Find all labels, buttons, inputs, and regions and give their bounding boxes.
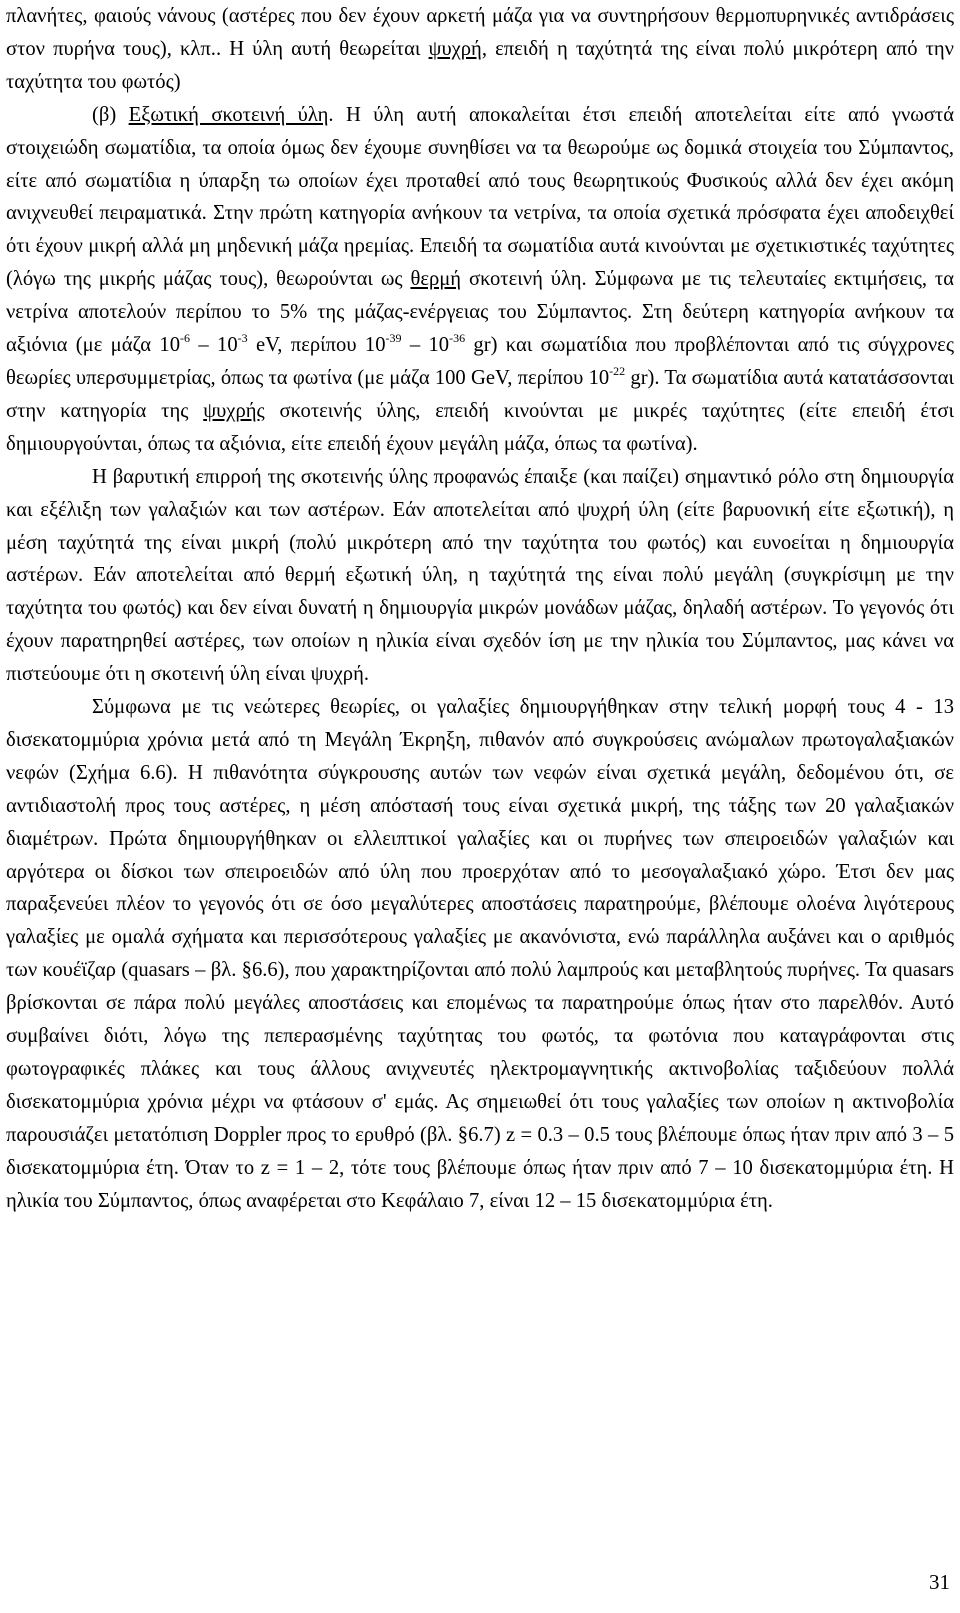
superscript-exponent: -36 xyxy=(449,331,466,346)
text-run: σκοτεινή ύλη. Σύμφωνα με τις τελευταίες εκτιμήσεις, τα νετρίνα αποτελούν περίπου το 5% της μάζας-ενέργειας του Σύμπαντος. Στη δεύτερη κατηγορία ανήκουν τα αξιόνια (με μάζα 10 xyxy=(6,268,954,357)
document-page xyxy=(6,0,954,1218)
superscript-exponent: -22 xyxy=(609,363,626,378)
superscript-exponent: -6 xyxy=(180,331,191,346)
text-run: Η βαρυτική επιρροή της σκοτεινής ύλης προφανώς έπαιξε (και παίζει) σημαντικό ρόλο στη δημιουργία και εξέλιξη των γαλαξιών και των αστέρων. Εάν αποτελείται από ψυχρή ύλη (είτε βαρυονική είτε εξωτική), η μέση ταχύτητά της είναι μικρή (πολύ μικρότερη από την ταχύτητα του φωτός) και ευνοείται η δημιουργία αστέρων. Εάν αποτελείται από θερμή εξωτική ύλη, η ταχύτητά της είναι πολύ μεγάλη (συγκρίσιμη με την ταχύτητα του φωτός) και δεν είναι δυνατή η δημιουργία μικρών μονάδων μάζας, δηλαδή αστέρων. Το γεγονός ότι έχουν παρατηρηθεί αστέρες, των οποίων η ηλικία είναι σχεδόν ίση με την ηλικία του Σύμπαντος, μας κάνει να πιστεύουμε ότι η σκοτεινή ύλη είναι ψυχρή. xyxy=(6,465,954,686)
paragraph-4 xyxy=(6,691,954,1218)
page-number: 31 xyxy=(929,1570,950,1594)
paragraph-1 xyxy=(6,0,954,99)
underlined-term: ψυχρή xyxy=(428,37,482,60)
text-run: (β) xyxy=(92,103,129,126)
text-run: . Η ύλη αυτή αποκαλείται έτσι επειδή αποτελείται είτε από γνωστά στοιχειώδη σωματίδια, τα οποία όμως δεν έχουμε συνηθίσει να τα θεωρούμε ως δομικά στοιχεία του Σύμπαντος, είτε από σωματίδια η ύπαρξη τω οποίων έχει προταθεί από τους θεωρητικούς Φυσικούς αλλά δεν έχει ακόμη ανιχνευθεί πειραματικά. Στην πρώτη κατηγορία ανήκουν τα νετρίνα, τα οποία σχετικά πρόσφατα έχει αποδειχθεί ότι έχουν μικρή αλλά μη μηδενική μάζα ηρεμίας. Επειδή τα σωματίδια αυτά κινούνται με σχετικιστικές ταχύτητες (λόγω της μικρής μάζας τους), θεωρούνται ως xyxy=(6,103,955,291)
underlined-term: θερμή xyxy=(410,268,462,291)
text-run: , επειδή η ταχύτητά της είναι πολύ μικρότερη από την ταχύτητα του φωτός) xyxy=(6,37,954,93)
text-run: – 10 xyxy=(401,334,450,357)
paragraph-2 xyxy=(6,99,954,461)
text-run: πλανήτες, φαιούς νάνους (αστέρες που δεν έχουν αρκετή μάζα για να συντηρήσουν θερμοπυρηνικές αντιδράσεις στον πυρήνα τους), κλπ.. Η ύλη αυτή θεωρείται xyxy=(6,5,954,60)
text-run: σκοτεινής ύλης, επειδή κινούνται με μικρές ταχύτητες (είτε επειδή έτσι δημιουργούνται, όπως τα αξιόνια, είτε επειδή έχουν μεγάλη μάζα, όπως τα φωτίνα). xyxy=(6,399,954,455)
superscript-exponent: -39 xyxy=(385,331,402,346)
superscript-exponent: -3 xyxy=(237,331,248,346)
text-run: gr). Τα σωματίδια αυτά κατατάσσονται στην κατηγορία της xyxy=(6,366,955,422)
text-run: Σύμφωνα με τις νεώτερες θεωρίες, οι γαλαξίες δημιουργήθηκαν στην τελική μορφή τους 4 - 13 δισεκατομμύρια χρόνια μετά από τη Μεγάλη Έκρηξη, πιθανόν από συγκρούσεις ανώμαλων πρωτογαλαξιακών νεφών (Σχήμα 6.6). Η πιθανότητα σύγκρουσης αυτών των νεφών είναι σχετικά μεγάλη, δεδομένου ότι, σε αντιδιαστολή προς τους αστέρες, η μέση απόστασή τους είναι σχετικά μικρή, της τάξης των 20 γαλαξιακών διαμέτρων. Πρώτα δημιουργήθηκαν οι ελλειπτικοί γαλαξίες και οι πυρήνες των σπειροειδών γαλαξιών και αργότερα οι δίσκοι των σπειροειδών από ύλη που προερχόταν από το μεσογαλαξιακό χώρο. Έτσι δεν μας παραξενεύει πλέον το γεγονός ότι σε όσο μεγαλύτερες αποστάσεις παρατηρούμε, βλέπουμε ολοένα λιγότερους γαλαξίες με ομαλά σχήματα και περισσότερους γαλαξίες με ακανόνιστα, ενώ παράλληλα αυξάνει και ο αριθμός των κουέϊζαρ (quasars – βλ. §6.6), που χαρακτηρίζονται από πολύ λαμπρούς και μεταβλητούς πυρήνες. Τα quasars βρίσκονται σε πάρα πολύ μεγάλες αποστάσεις και επομένως τα παρατηρούμε όπως ήταν στο παρελθόν. Αυτό συμβαίνει διότι, λόγω της πεπερασμένης ταχύτητας του φωτός, τα φωτόνια που καταγράφονται στις φωτογραφικές πλάκες και τους άλλους ανιχνευτές ηλεκτρομαγνητικής ακτινοβολίας ταξιδεύουν πολλά δισεκατομμύρια χρόνια μέχρι να φτάσουν σ' εμάς. Ας σημειωθεί ότι τους γαλαξίες των οποίων η ακτινοβολία παρουσιάζει μετατόπιση Doppler προς το ερυθρό (βλ. §6.7) z = 0.3 – 0.5 τους βλέπουμε όπως ήταν πριν από 3 – 5 δισεκατομμύρια έτη. Όταν το z = 1 – 2, τότε τους βλέπουμε όπως ήταν πριν από 7 – 10 δισεκατομμύρια έτη. Η ηλικία του Σύμπαντος, όπως αναφέρεται στο Κεφάλαιο 7, είναι 12 – 15 δισεκατομμύρια έτη. xyxy=(6,696,954,1212)
text-run: eV, περίπου 10 xyxy=(247,334,386,357)
underlined-term: ψυχρής xyxy=(203,399,265,422)
underlined-term: Εξωτική σκοτεινή ύλη xyxy=(128,103,329,126)
paragraph-3 xyxy=(6,461,954,691)
text-run: – 10 xyxy=(190,334,238,357)
text-run: gr) και σωματίδια που προβλέπονται από τις σύγχρονες θεωρίες υπερσυμμετρίας, όπως τα φωτίνα (με μάζα 100 GeV, περίπου 10 xyxy=(6,334,954,389)
